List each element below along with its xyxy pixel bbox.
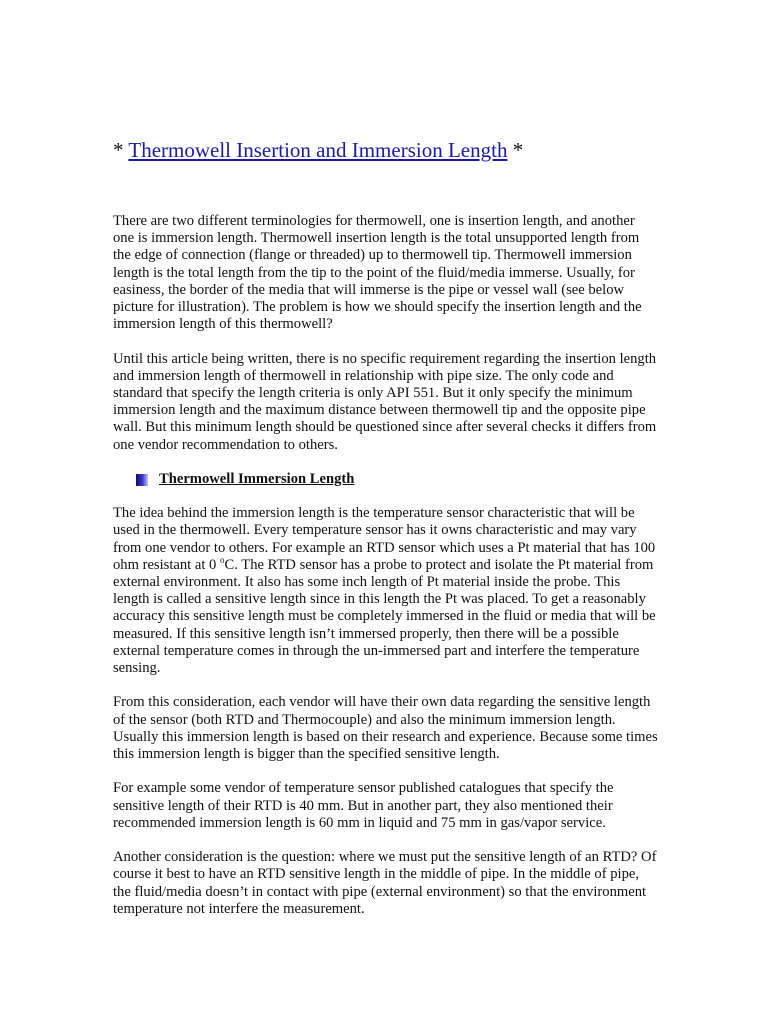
paragraph-consideration: Another consideration is the question: where we must put the sensitive length of an RTD? Of course it best to have an RTD sensitive length in the middle of pipe. In the middle of pipe, the fluid/media doesn’t in contact with pipe (external environment) so that the environment temperature not interfere the measurement. (113, 849, 657, 917)
article-body (113, 213, 658, 935)
paragraph-immersion-idea-part2: C. The RTD sensor has a probe to protect and isolate the Pt material from external environment. It also has some inch length of Pt material inside the probe. This length is called a sensitive length since in this length the Pt was placed. To get a reasonably accuracy this sensitive length must be completely immersed in the fluid or media that will be measured. If this sensitive length isn’t immersed properly, then there will be a possible external temperature comes in through the un-immersed part and interfere the temperature sensing. (113, 556, 656, 677)
paragraph-vendor-data: From this consideration, each vendor will have their own data regarding the sensitive length of the sensor (both RTD and Thermocouple) and also the minimum immersion length. Usually this immersion length is based on their research and experience. Because some times this immersion length is bigger than the specified sensitive length. (113, 694, 658, 763)
paragraph-terminology: There are two different terminologies for thermowell, one is insertion length, and another one is immersion length. Thermowell insertion length is the total unsupported length from the edge of connection (flange or threaded) up to thermowell tip. Thermowell immersion length is the total length from the tip to the point of the fluid/media immerse. Usually, for easiness, the border of the media that will immerse is the pipe or vessel wall (see below picture for illustration). The problem is how we should specify the insertion length and the immersion length of this thermowell? (113, 213, 642, 333)
square-bullet-icon (136, 474, 148, 486)
section-heading (113, 471, 658, 488)
paragraph-immersion-idea-part1: The idea behind the immersion length is the temperature sensor characteristic that will be used in the thermowell. Every temperature sensor has it owns characteristic and may vary from one vendor to others. For example an RTD sensor which uses a Pt material that has 100 ohm resistant at 0 (113, 505, 656, 573)
title-link[interactable]: Thermowell Insertion and Immersion Length (128, 138, 508, 162)
paragraph-immersion-idea (113, 505, 658, 677)
paragraph-example: For example some vendor of temperature sensor published catalogues that specify the sensitive length of their RTD is 40 mm. But in another part, they also mentioned their recommended immersion length is 60 mm in liquid and 75 mm in gas/vapor service. (113, 780, 614, 831)
section-heading-text: Thermowell Immersion Length (159, 471, 355, 488)
page-title (113, 137, 673, 163)
title-prefix: * (113, 138, 129, 162)
title-suffix: * (507, 138, 524, 162)
paragraph-requirements: Until this article being written, there is no specific requirement regarding the insertion length and immersion length of thermowell in relationship with pipe size. The only code and standard that specify the length criteria is only API 551. But it only specify the minimum immersion length and the maximum distance between thermowell tip and the opposite pipe wall. But this minimum length should be questioned since after several checks it differs from one vendor recommendation to others. (113, 350, 657, 453)
degree-superscript: o (220, 554, 225, 565)
